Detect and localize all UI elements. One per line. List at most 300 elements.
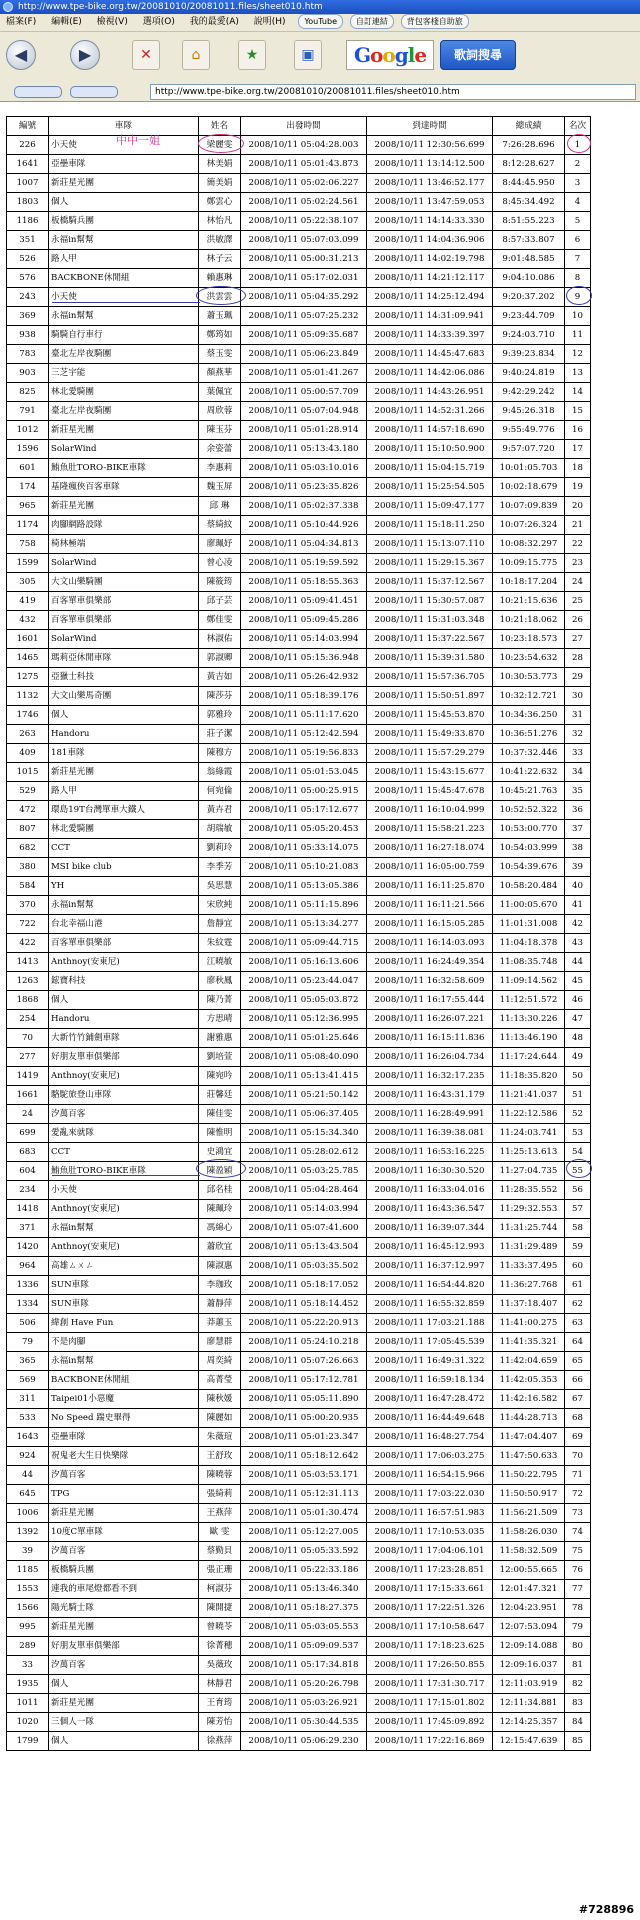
cell-total-time: 11:25:13.613 xyxy=(493,1143,565,1162)
cell-number: 1413 xyxy=(7,953,49,972)
cell-arrival-time: 2008/10/11 17:04:06.101 xyxy=(367,1542,493,1561)
cell-start-time: 2008/10/11 05:05:33.592 xyxy=(241,1542,367,1561)
ink-circle-rank-9 xyxy=(566,286,592,305)
table-row xyxy=(7,896,591,915)
cell-name: 林怡凡 xyxy=(199,212,241,231)
table-row xyxy=(7,1466,591,1485)
cell-team: SUN車隊 xyxy=(49,1276,199,1295)
cell-total-time: 10:07:26.324 xyxy=(493,516,565,535)
cell-start-time: 2008/10/11 05:18:39.176 xyxy=(241,687,367,706)
cell-total-time: 11:22:12.586 xyxy=(493,1105,565,1124)
cell-start-time: 2008/10/11 05:12:36.995 xyxy=(241,1010,367,1029)
cell-start-time: 2008/10/11 05:07:41.600 xyxy=(241,1219,367,1238)
table-row xyxy=(7,383,591,402)
cell-number: 263 xyxy=(7,725,49,744)
cell-number: 472 xyxy=(7,801,49,820)
cell-arrival-time: 2008/10/11 16:53:16.225 xyxy=(367,1143,493,1162)
cell-total-time: 10:34:36.250 xyxy=(493,706,565,725)
browser-icon xyxy=(3,2,13,12)
cell-start-time: 2008/10/11 05:12:27.005 xyxy=(241,1523,367,1542)
cell-number: 370 xyxy=(7,896,49,915)
cell-name: 朱紋霆 xyxy=(199,934,241,953)
cell-rank: 4 xyxy=(565,193,591,212)
cell-total-time: 9:40:24.819 xyxy=(493,364,565,383)
cell-start-time: 2008/10/11 05:05:03.872 xyxy=(241,991,367,1010)
cell-number: 1935 xyxy=(7,1675,49,1694)
google-search-button[interactable]: Google xyxy=(346,40,434,70)
cell-rank: 22 xyxy=(565,535,591,554)
cell-name: 洪雲雲 xyxy=(199,288,241,307)
cell-name: 黃卉君 xyxy=(199,801,241,820)
favorites-button[interactable] xyxy=(238,40,266,70)
cell-arrival-time: 2008/10/11 16:32:17.235 xyxy=(367,1067,493,1086)
table-row xyxy=(7,402,591,421)
cell-name: 馮綿心 xyxy=(199,1219,241,1238)
cell-rank: 80 xyxy=(565,1637,591,1656)
cell-arrival-time: 2008/10/11 17:45:09.892 xyxy=(367,1713,493,1732)
cell-number: 758 xyxy=(7,535,49,554)
cell-total-time: 10:02:18.679 xyxy=(493,478,565,497)
cell-rank: 59 xyxy=(565,1238,591,1257)
table-row xyxy=(7,307,591,326)
cell-rank: 53 xyxy=(565,1124,591,1143)
cell-start-time: 2008/10/11 05:01:25.646 xyxy=(241,1029,367,1048)
table-header-row xyxy=(7,117,591,136)
back-button[interactable] xyxy=(6,40,36,70)
cell-rank: 20 xyxy=(565,497,591,516)
cell-total-time: 11:29:32.553 xyxy=(493,1200,565,1219)
table-row xyxy=(7,801,591,820)
table-row xyxy=(7,1447,591,1466)
cell-number: 1186 xyxy=(7,212,49,231)
cell-start-time: 2008/10/11 05:02:06.227 xyxy=(241,174,367,193)
cell-rank: 85 xyxy=(565,1732,591,1751)
cell-rank: 1 xyxy=(565,136,591,155)
header-start-time: 出發時間 xyxy=(241,117,367,136)
cell-team: BACKBONE休閒組 xyxy=(49,269,199,288)
menu-file[interactable]: 檔案(F) xyxy=(6,17,37,27)
cell-rank: 75 xyxy=(565,1542,591,1561)
cell-total-time: 11:37:18.407 xyxy=(493,1295,565,1314)
cell-start-time: 2008/10/11 05:06:29.230 xyxy=(241,1732,367,1751)
cell-start-time: 2008/10/11 05:05:11.890 xyxy=(241,1390,367,1409)
cell-arrival-time: 2008/10/11 13:47:59.053 xyxy=(367,193,493,212)
cell-arrival-time: 2008/10/11 14:21:12.117 xyxy=(367,269,493,288)
menu-bar xyxy=(0,14,640,32)
cell-number: 604 xyxy=(7,1162,49,1181)
cell-rank: 31 xyxy=(565,706,591,725)
cell-start-time: 2008/10/11 05:16:13.606 xyxy=(241,953,367,972)
cell-rank: 47 xyxy=(565,1010,591,1029)
watermark: #728896 xyxy=(578,1903,634,1916)
cell-team: 新莊星光團 xyxy=(49,1618,199,1637)
cell-start-time: 2008/10/11 05:12:31.113 xyxy=(241,1485,367,1504)
cell-total-time: 12:14:25.357 xyxy=(493,1713,565,1732)
cell-start-time: 2008/10/11 05:18:55.363 xyxy=(241,573,367,592)
results-table xyxy=(6,116,591,1751)
table-row xyxy=(7,1333,591,1352)
cell-total-time: 9:01:48.585 xyxy=(493,250,565,269)
link-backpackers[interactable]: 背包客棧自助旅 xyxy=(401,14,469,29)
cell-name: 李珈玫 xyxy=(199,1276,241,1295)
cell-arrival-time: 2008/10/11 14:14:33.330 xyxy=(367,212,493,231)
cell-team: 永福in幫幫 xyxy=(49,231,199,250)
cell-team: 小天使 xyxy=(49,1181,199,1200)
cell-rank: 62 xyxy=(565,1295,591,1314)
table-row xyxy=(7,1694,591,1713)
table-row xyxy=(7,1713,591,1732)
header-number: 編號 xyxy=(7,117,49,136)
cell-rank: 82 xyxy=(565,1675,591,1694)
cell-team: 臺北左岸夜騎團 xyxy=(49,345,199,364)
menu-help[interactable]: 說明(H) xyxy=(253,17,286,27)
cell-team: 亞壘車隊 xyxy=(49,1428,199,1447)
cell-name: 陳乃菁 xyxy=(199,991,241,1010)
cell-start-time: 2008/10/11 05:10:21.083 xyxy=(241,858,367,877)
cell-name: 莊馨廷 xyxy=(199,1086,241,1105)
cell-rank: 60 xyxy=(565,1257,591,1276)
cell-start-time: 2008/10/11 05:03:35.502 xyxy=(241,1257,367,1276)
cell-rank: 6 xyxy=(565,231,591,250)
cell-name: 何宛倫 xyxy=(199,782,241,801)
url-input[interactable]: http://www.tpe-bike.org.tw/20081010/20081011.files/sheet010.htm xyxy=(150,84,636,100)
cell-total-time: 10:52:52.322 xyxy=(493,801,565,820)
cell-team: 汐萬百客 xyxy=(49,1105,199,1124)
cell-rank: 61 xyxy=(565,1276,591,1295)
cell-name: 劉莉玲 xyxy=(199,839,241,858)
link-custom[interactable]: 自訂連結 xyxy=(350,14,394,29)
cell-arrival-time: 2008/10/11 17:22:51.326 xyxy=(367,1599,493,1618)
cell-team: Anthnoy(安東尼) xyxy=(49,953,199,972)
cell-team: SolarWind xyxy=(49,440,199,459)
cell-arrival-time: 2008/10/11 16:32:58.609 xyxy=(367,972,493,991)
cell-name: 曾曉苓 xyxy=(199,1618,241,1637)
cell-start-time: 2008/10/11 05:07:25.232 xyxy=(241,307,367,326)
cell-rank: 72 xyxy=(565,1485,591,1504)
cell-team: 路人甲 xyxy=(49,250,199,269)
cell-rank: 79 xyxy=(565,1618,591,1637)
cell-name: 陳秋媛 xyxy=(199,1390,241,1409)
cell-rank: 57 xyxy=(565,1200,591,1219)
cell-arrival-time: 2008/10/11 17:31:30.717 xyxy=(367,1675,493,1694)
cell-team: 愛亂來就隊 xyxy=(49,1124,199,1143)
cell-rank: 77 xyxy=(565,1580,591,1599)
cell-total-time: 10:23:18.573 xyxy=(493,630,565,649)
stop-button[interactable] xyxy=(132,40,160,70)
table-row xyxy=(7,250,591,269)
cell-total-time: 11:44:28.713 xyxy=(493,1409,565,1428)
cell-team: 個人 xyxy=(49,1732,199,1751)
cell-name: 歐 雯 xyxy=(199,1523,241,1542)
cell-start-time: 2008/10/11 05:09:35.687 xyxy=(241,326,367,345)
cell-name: 郭淑卿 xyxy=(199,649,241,668)
ink-scribble: 中中一姐 xyxy=(116,134,160,147)
cell-name: 陳莎芬 xyxy=(199,687,241,706)
cell-start-time: 2008/10/11 05:00:20.935 xyxy=(241,1409,367,1428)
cell-total-time: 10:45:21.763 xyxy=(493,782,565,801)
table-row xyxy=(7,1257,591,1276)
cell-start-time: 2008/10/11 05:13:46.340 xyxy=(241,1580,367,1599)
cell-name: 陳筱筠 xyxy=(199,573,241,592)
ink-underline-row-56 xyxy=(52,1175,200,1176)
table-row xyxy=(7,1314,591,1333)
menu-view[interactable]: 檢視(V) xyxy=(96,17,128,27)
cell-start-time: 2008/10/11 05:21:50.142 xyxy=(241,1086,367,1105)
cell-name: 史鴻宜 xyxy=(199,1143,241,1162)
cell-arrival-time: 2008/10/11 16:10:04.999 xyxy=(367,801,493,820)
home-button[interactable] xyxy=(182,40,210,70)
cell-arrival-time: 2008/10/11 17:15:01.802 xyxy=(367,1694,493,1713)
cell-rank: 42 xyxy=(565,915,591,934)
cell-team: 高雄ㄙㄨㄥ xyxy=(49,1257,199,1276)
cell-arrival-time: 2008/10/11 16:28:49.991 xyxy=(367,1105,493,1124)
table-row xyxy=(7,212,591,231)
cell-arrival-time: 2008/10/11 16:54:44.820 xyxy=(367,1276,493,1295)
table-row xyxy=(7,1238,591,1257)
menu-favorites[interactable]: 我的最愛(A) xyxy=(189,17,239,27)
cell-rank: 49 xyxy=(565,1048,591,1067)
cell-rank: 58 xyxy=(565,1219,591,1238)
cell-arrival-time: 2008/10/11 16:39:38.081 xyxy=(367,1124,493,1143)
cell-team: YH xyxy=(49,877,199,896)
cell-start-time: 2008/10/11 05:14:03.994 xyxy=(241,630,367,649)
cell-arrival-time: 2008/10/11 14:42:06.086 xyxy=(367,364,493,383)
cell-team: SUN車隊 xyxy=(49,1295,199,1314)
table-row xyxy=(7,630,591,649)
cell-number: 371 xyxy=(7,1219,49,1238)
table-row xyxy=(7,782,591,801)
cell-start-time: 2008/10/11 05:06:23.849 xyxy=(241,345,367,364)
cell-number: 682 xyxy=(7,839,49,858)
header-name: 姓名 xyxy=(199,117,241,136)
cell-team: 環島19T台灣單車大鐵人 xyxy=(49,801,199,820)
cell-rank: 37 xyxy=(565,820,591,839)
cell-rank: 30 xyxy=(565,687,591,706)
cell-team: 10度C單車隊 xyxy=(49,1523,199,1542)
cell-name: 邱 琳 xyxy=(199,497,241,516)
cell-name: 江曉敏 xyxy=(199,953,241,972)
cell-total-time: 12:04:23.951 xyxy=(493,1599,565,1618)
cell-start-time: 2008/10/11 05:22:20.913 xyxy=(241,1314,367,1333)
cell-rank: 27 xyxy=(565,630,591,649)
cell-total-time: 11:13:30.226 xyxy=(493,1010,565,1029)
cell-number: 1746 xyxy=(7,706,49,725)
menu-options[interactable]: 選項(O) xyxy=(142,17,175,27)
cell-name: 蔡綺紋 xyxy=(199,516,241,535)
cell-team: 大文山樂馬奇團 xyxy=(49,687,199,706)
print-button[interactable] xyxy=(294,40,322,70)
cell-start-time: 2008/10/11 05:03:10.016 xyxy=(241,459,367,478)
cell-number: 369 xyxy=(7,307,49,326)
menu-edit[interactable]: 編輯(E) xyxy=(51,17,82,27)
cell-start-time: 2008/10/11 05:22:38.107 xyxy=(241,212,367,231)
cell-team: Taipei01小惡魔 xyxy=(49,1390,199,1409)
cell-start-time: 2008/10/11 05:33:14.075 xyxy=(241,839,367,858)
header-rank: 名次 xyxy=(565,117,591,136)
cell-team: Handoru xyxy=(49,725,199,744)
cell-name: 謝雅惠 xyxy=(199,1029,241,1048)
table-row xyxy=(7,1219,591,1238)
toolbar xyxy=(0,32,640,82)
cell-name: 蕭靜萍 xyxy=(199,1295,241,1314)
cell-start-time: 2008/10/11 05:03:05.553 xyxy=(241,1618,367,1637)
cell-name: 王燕萍 xyxy=(199,1504,241,1523)
cell-team: 個人 xyxy=(49,1675,199,1694)
window-title: http://www.tpe-bike.org.tw/20081010/20081011.files/sheet010.htm xyxy=(18,2,323,12)
ink-circle-name-1 xyxy=(198,134,244,153)
cell-team: 台北幸福山港 xyxy=(49,915,199,934)
cell-team: 好朋友單車俱樂部 xyxy=(49,1048,199,1067)
cell-rank: 65 xyxy=(565,1352,591,1371)
cell-start-time: 2008/10/11 05:04:28.464 xyxy=(241,1181,367,1200)
nav-small-button-1[interactable] xyxy=(14,86,62,98)
table-row xyxy=(7,991,591,1010)
cell-name: 李季芳 xyxy=(199,858,241,877)
cell-start-time: 2008/10/11 05:13:43.504 xyxy=(241,1238,367,1257)
cell-arrival-time: 2008/10/11 17:22:16.869 xyxy=(367,1732,493,1751)
cell-total-time: 10:41:22.632 xyxy=(493,763,565,782)
cell-team: 個人 xyxy=(49,991,199,1010)
cell-rank: 40 xyxy=(565,877,591,896)
cell-rank: 76 xyxy=(565,1561,591,1580)
cell-number: 1596 xyxy=(7,440,49,459)
cell-arrival-time: 2008/10/11 15:37:22.567 xyxy=(367,630,493,649)
cell-start-time: 2008/10/11 05:28:02.612 xyxy=(241,1143,367,1162)
cell-start-time: 2008/10/11 05:23:44.047 xyxy=(241,972,367,991)
cell-name: 廖慧群 xyxy=(199,1333,241,1352)
cell-start-time: 2008/10/11 05:02:24.561 xyxy=(241,193,367,212)
cell-number: 1334 xyxy=(7,1295,49,1314)
cell-arrival-time: 2008/10/11 16:47:28.472 xyxy=(367,1390,493,1409)
cell-rank: 83 xyxy=(565,1694,591,1713)
cell-number: 964 xyxy=(7,1257,49,1276)
table-row xyxy=(7,649,591,668)
cell-start-time: 2008/10/11 05:26:42.932 xyxy=(241,668,367,687)
cell-team: Anthnoy(安東尼) xyxy=(49,1200,199,1219)
table-row xyxy=(7,1599,591,1618)
cell-team: 大新竹竹鋪劍車隊 xyxy=(49,1029,199,1048)
table-row xyxy=(7,364,591,383)
cell-total-time: 8:57:33.807 xyxy=(493,231,565,250)
cell-arrival-time: 2008/10/11 16:30:30.520 xyxy=(367,1162,493,1181)
cell-number: 380 xyxy=(7,858,49,877)
cell-number: 1006 xyxy=(7,1504,49,1523)
cell-total-time: 9:04:10.086 xyxy=(493,269,565,288)
cell-start-time: 2008/10/11 05:04:34.813 xyxy=(241,535,367,554)
cell-rank: 21 xyxy=(565,516,591,535)
cell-rank: 13 xyxy=(565,364,591,383)
cell-number: 995 xyxy=(7,1618,49,1637)
cell-total-time: 8:45:34.492 xyxy=(493,193,565,212)
cell-team: 林北愛騎團 xyxy=(49,820,199,839)
cell-number: 234 xyxy=(7,1181,49,1200)
cell-rank: 10 xyxy=(565,307,591,326)
cell-total-time: 9:42:29.242 xyxy=(493,383,565,402)
cell-arrival-time: 2008/10/11 16:05:00.759 xyxy=(367,858,493,877)
cell-team: 瑪莉亞休閒車隊 xyxy=(49,649,199,668)
cell-number: 277 xyxy=(7,1048,49,1067)
cell-name: 徐菁穗 xyxy=(199,1637,241,1656)
cell-total-time: 9:45:26.318 xyxy=(493,402,565,421)
cell-arrival-time: 2008/10/11 17:03:21.188 xyxy=(367,1314,493,1333)
cell-number: 1392 xyxy=(7,1523,49,1542)
cell-arrival-time: 2008/10/11 15:49:33.870 xyxy=(367,725,493,744)
cell-start-time: 2008/10/11 05:22:33.186 xyxy=(241,1561,367,1580)
cell-start-time: 2008/10/11 05:01:28.914 xyxy=(241,421,367,440)
cell-arrival-time: 2008/10/11 15:45:47.678 xyxy=(367,782,493,801)
cell-rank: 16 xyxy=(565,421,591,440)
cell-name: 徐燕萍 xyxy=(199,1732,241,1751)
cell-rank: 33 xyxy=(565,744,591,763)
cell-name: 魏玉屏 xyxy=(199,478,241,497)
cell-number: 1868 xyxy=(7,991,49,1010)
cell-total-time: 10:32:12.721 xyxy=(493,687,565,706)
cell-total-time: 9:20:37.202 xyxy=(493,288,565,307)
cell-number: 924 xyxy=(7,1447,49,1466)
cell-number: 569 xyxy=(7,1371,49,1390)
cell-total-time: 10:23:54.632 xyxy=(493,649,565,668)
cell-arrival-time: 2008/10/11 16:43:36.547 xyxy=(367,1200,493,1219)
cell-team: MSI bike club xyxy=(49,858,199,877)
cell-team: 新莊星光團 xyxy=(49,421,199,440)
cell-arrival-time: 2008/10/11 16:59:18.134 xyxy=(367,1371,493,1390)
cell-number: 174 xyxy=(7,478,49,497)
cell-name: 林美娟 xyxy=(199,155,241,174)
cell-name: 曾心凌 xyxy=(199,554,241,573)
cell-total-time: 11:08:35.748 xyxy=(493,953,565,972)
cell-arrival-time: 2008/10/11 13:14:12.500 xyxy=(367,155,493,174)
cell-start-time: 2008/10/11 05:07:26.663 xyxy=(241,1352,367,1371)
cell-total-time: 11:09:14.562 xyxy=(493,972,565,991)
table-row xyxy=(7,193,591,212)
cell-team: 新莊星光團 xyxy=(49,763,199,782)
cell-team: 小天使 xyxy=(49,288,199,307)
cell-total-time: 11:13:46.190 xyxy=(493,1029,565,1048)
cell-name: 陳開捷 xyxy=(199,1599,241,1618)
cell-number: 526 xyxy=(7,250,49,269)
cell-rank: 2 xyxy=(565,155,591,174)
cell-total-time: 10:21:18.062 xyxy=(493,611,565,630)
cell-number: 1641 xyxy=(7,155,49,174)
cell-team: 林北愛騎團 xyxy=(49,383,199,402)
cell-number: 1015 xyxy=(7,763,49,782)
cell-team: 新莊星光團 xyxy=(49,497,199,516)
cell-number: 1011 xyxy=(7,1694,49,1713)
cell-arrival-time: 2008/10/11 14:31:09.941 xyxy=(367,307,493,326)
cell-rank: 43 xyxy=(565,934,591,953)
cell-rank: 15 xyxy=(565,402,591,421)
cell-arrival-time: 2008/10/11 17:18:23.625 xyxy=(367,1637,493,1656)
cell-start-time: 2008/10/11 05:09:09.537 xyxy=(241,1637,367,1656)
cell-arrival-time: 2008/10/11 17:26:50.855 xyxy=(367,1656,493,1675)
link-youtube[interactable]: YouTube xyxy=(298,14,343,29)
cell-total-time: 10:37:32.446 xyxy=(493,744,565,763)
table-row xyxy=(7,1124,591,1143)
cell-rank: 44 xyxy=(565,953,591,972)
nav-small-button-2[interactable] xyxy=(70,86,118,98)
ink-circle-rank-1 xyxy=(567,134,591,153)
cell-arrival-time: 2008/10/11 16:24:49.354 xyxy=(367,953,493,972)
forward-button[interactable] xyxy=(70,40,100,70)
table-row xyxy=(7,231,591,250)
cell-rank: 32 xyxy=(565,725,591,744)
cell-number: 1020 xyxy=(7,1713,49,1732)
lyrics-search-button[interactable]: 歌詞搜尋 xyxy=(440,40,516,70)
table-row xyxy=(7,668,591,687)
cell-team: 汐萬百客 xyxy=(49,1542,199,1561)
table-row xyxy=(7,1086,591,1105)
cell-start-time: 2008/10/11 05:04:28.003 xyxy=(241,136,367,155)
